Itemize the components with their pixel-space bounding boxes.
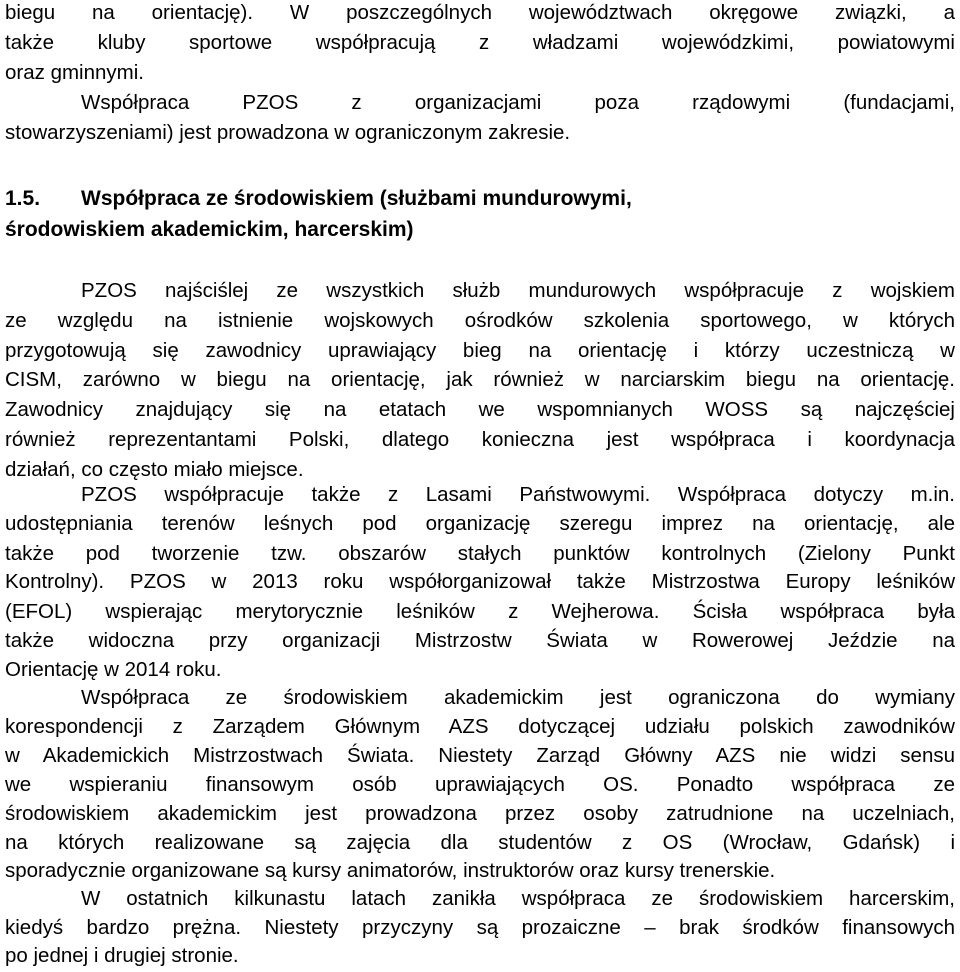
text-line: przygotowują się zawodnicy uprawiający bieg na orientację i którzy uczestniczą w — [5, 339, 955, 362]
text-line: PZOS współpracuje także z Lasami Państwowymi. Współpraca dotyczy m.in. — [81, 483, 955, 506]
text-line: także widoczna przy organizacji Mistrzostw Świata w Rowerowej Jeździe na — [5, 629, 955, 652]
text-line: kiedyś bardzo prężna. Niestety przyczyny są prozaiczne – brak środków finansowych — [5, 916, 955, 939]
text-line: W ostatnich kilkunastu latach zanikła współpraca ze środowiskiem harcerskim, — [81, 887, 955, 910]
section-number: 1.5. — [5, 187, 41, 210]
text-line: sporadycznie organizowane są kursy animatorów, instruktorów oraz kursy trenerskie. — [5, 859, 776, 882]
text-line: na których realizowane są zajęcia dla studentów z OS (Wrocław, Gdańsk) i — [5, 831, 955, 854]
text-line: środowiskiem akademickim jest prowadzona przez osoby zatrudnione na uczelniach, — [5, 802, 955, 825]
section-title-line1: Współpraca ze środowiskiem (służbami mundurowymi, — [81, 187, 632, 210]
text-line: biegu na orientację). W poszczególnych województwach okręgowe związki, a — [5, 1, 955, 24]
text-line: CISM, zarówno w biegu na orientację, jak również w narciarskim biegu na orientację. — [5, 368, 955, 391]
text-line: (EFOL) wspierając merytorycznie leśników z Wejherowa. Ścisła współpraca była — [5, 600, 955, 623]
text-line: również reprezentantami Polski, dlatego konieczna jest współpraca i koordynacja — [5, 428, 955, 451]
text-line: Współpraca PZOS z organizacjami poza rządowymi (fundacjami, — [81, 91, 955, 114]
text-line: Kontrolny). PZOS w 2013 roku współorganizował także Mistrzostwa Europy leśników — [5, 570, 955, 593]
text-line: udostępniania terenów leśnych pod organizację szeregu imprez na orientację, ale — [5, 512, 955, 535]
text-line: PZOS najściślej ze wszystkich służb mundurowych współpracuje z wojskiem — [81, 279, 955, 302]
text-line: po jednej i drugiej stronie. — [5, 944, 239, 967]
text-line: w Akademickich Mistrzostwach Świata. Niestety Zarząd Główny AZS nie widzi sensu — [5, 744, 955, 767]
text-line: także pod tworzenie tzw. obszarów stałych punktów kontrolnych (Zielony Punkt — [5, 542, 955, 565]
text-line: także kluby sportowe współpracują z władzami wojewódzkimi, powiatowymi — [5, 31, 955, 54]
text-line: Współpraca ze środowiskiem akademickim jest ograniczona do wymiany — [81, 686, 955, 709]
text-line: stowarzyszeniami) jest prowadzona w ograniczonym zakresie. — [5, 121, 571, 144]
text-line: działań, co często miało miejsce. — [5, 458, 304, 481]
text-line: Orientację w 2014 roku. — [5, 658, 222, 681]
text-line: we wspieraniu finansowym osób uprawiających OS. Ponadto współpraca ze — [5, 773, 955, 796]
section-heading — [5, 184, 955, 214]
text-line: Zawodnicy znajdujący się na etatach we wspomnianych WOSS są najczęściej — [5, 398, 955, 421]
text-line: korespondencji z Zarządem Głównym AZS dotyczącej udziału polskich zawodników — [5, 715, 955, 738]
section-title-line2: środowiskiem akademickim, harcerskim) — [5, 218, 414, 241]
text-line: ze względu na istnienie wojskowych ośrodków szkolenia sportowego, w których — [5, 309, 955, 332]
text-line: oraz gminnymi. — [5, 61, 144, 84]
